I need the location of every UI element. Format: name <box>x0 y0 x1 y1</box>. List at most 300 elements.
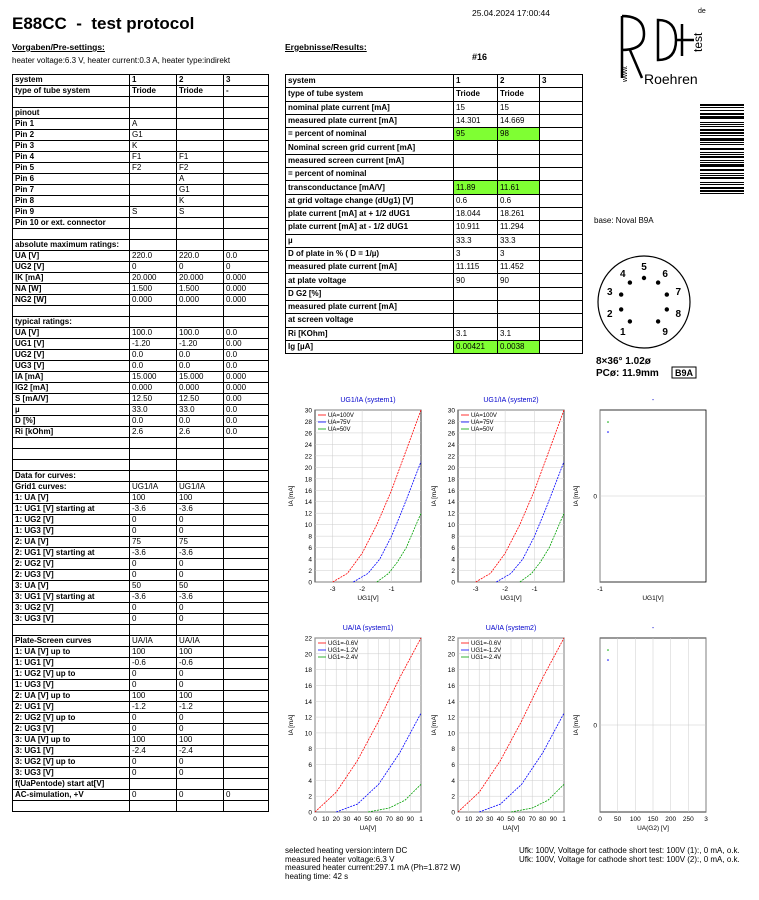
settings-value <box>224 185 269 196</box>
settings-row <box>13 746 269 757</box>
x-tick-label: 40 <box>496 816 505 823</box>
settings-value <box>130 108 177 119</box>
results-label: type of tube system <box>286 88 454 101</box>
results-value <box>540 287 583 300</box>
results-value: 0.6 <box>454 194 498 207</box>
results-label: Ig [µA] <box>286 340 454 353</box>
results-value <box>498 154 540 167</box>
settings-value: 0 <box>177 526 224 537</box>
settings-value <box>130 460 177 471</box>
x-tick-label: 3 <box>704 816 708 823</box>
results-row <box>286 154 583 167</box>
results-value: 11.115 <box>454 261 498 274</box>
barcode-bar <box>700 164 744 167</box>
barcode-bar <box>700 113 744 115</box>
settings-row <box>13 207 269 218</box>
x-tick-label: 60 <box>517 816 526 823</box>
results-row <box>286 340 583 353</box>
results-label: measured plate current [mA] <box>286 114 454 127</box>
series-line <box>476 410 564 582</box>
settings-label: S [mA/V] <box>13 394 130 405</box>
settings-value: 1 <box>130 75 177 86</box>
settings-value: -3.6 <box>130 592 177 603</box>
settings-value <box>224 537 269 548</box>
settings-value: -1.2 <box>130 702 177 713</box>
series-line <box>368 784 421 812</box>
y-tick-label: 30 <box>304 407 312 415</box>
settings-value: 100 <box>177 691 224 702</box>
settings-value: 0.000 <box>177 295 224 306</box>
results-row <box>286 207 583 220</box>
settings-value: 12.50 <box>130 394 177 405</box>
pin-number: 4 <box>620 268 626 280</box>
settings-value <box>177 471 224 482</box>
settings-value <box>224 229 269 240</box>
settings-value <box>224 570 269 581</box>
pin-number: 3 <box>606 286 613 298</box>
results-value: 98 <box>498 128 540 141</box>
series-line <box>496 462 564 582</box>
settings-label: D [%] <box>13 416 130 427</box>
results-row <box>286 75 583 88</box>
x-tick-label: 1 <box>562 816 566 823</box>
heating-info <box>285 847 460 881</box>
results-value <box>498 287 540 300</box>
barcode-bar <box>700 126 744 127</box>
results-row <box>286 261 583 274</box>
y-tick-label: 26 <box>304 430 312 438</box>
pin-dot <box>628 319 632 323</box>
settings-value <box>177 141 224 152</box>
settings-row <box>13 460 269 471</box>
settings-label: 1: UA [V] <box>13 493 130 504</box>
y-tick-label: 6 <box>308 762 312 770</box>
settings-row <box>13 537 269 548</box>
pin-number: 6 <box>662 268 668 280</box>
settings-value <box>177 625 224 636</box>
barcode-bar <box>700 154 744 155</box>
chart-ug1-ia-system1 <box>285 392 425 612</box>
y-tick-label: 18 <box>304 667 312 675</box>
x-tick-label: 50 <box>614 816 622 823</box>
settings-label: IA [mA] <box>13 372 130 383</box>
settings-value <box>130 801 177 812</box>
settings-value <box>224 218 269 229</box>
y-tick-label: 4 <box>308 777 312 785</box>
chart-title: - <box>651 397 655 404</box>
settings-row <box>13 130 269 141</box>
barcode-bar <box>700 175 744 176</box>
settings-value: 1.500 <box>177 284 224 295</box>
page-title: E88CC - test protocol <box>12 14 195 33</box>
barcode-bar <box>700 190 744 192</box>
chart-ua-ia-system1 <box>285 620 425 842</box>
settings-label: Pin 8 <box>13 196 130 207</box>
marker-dot <box>607 649 609 651</box>
settings-row <box>13 427 269 438</box>
settings-value: 0 <box>177 559 224 570</box>
settings-value: 0 <box>177 614 224 625</box>
settings-value <box>224 581 269 592</box>
settings-value: 20.000 <box>130 273 177 284</box>
results-label: = percent of nominal <box>286 128 454 141</box>
x-tick-label: 250 <box>682 816 694 823</box>
settings-value <box>224 493 269 504</box>
settings-value: 0 <box>130 614 177 625</box>
settings-label: 3: UG2 [V] <box>13 603 130 614</box>
results-label: plate current [mA] at - 1/2 dUG1 <box>286 221 454 234</box>
settings-value: 0.000 <box>177 383 224 394</box>
barcode-bar <box>700 107 744 108</box>
settings-label: UG1 [V] <box>13 339 130 350</box>
settings-label: Ri [kOhm] <box>13 427 130 438</box>
settings-label: Pin 4 <box>13 152 130 163</box>
settings-value: 0.000 <box>130 383 177 394</box>
settings-row <box>13 482 269 493</box>
settings-value <box>224 625 269 636</box>
logo-text: Roehren <box>644 71 698 87</box>
results-value: 3 <box>540 75 583 88</box>
results-value <box>540 221 583 234</box>
settings-value: F2 <box>130 163 177 174</box>
settings-row <box>13 449 269 460</box>
settings-row <box>13 548 269 559</box>
settings-value <box>130 196 177 207</box>
results-row <box>286 101 583 114</box>
settings-value <box>224 636 269 647</box>
results-value <box>454 287 498 300</box>
settings-value: 15.000 <box>130 372 177 383</box>
pin-dot <box>665 307 669 311</box>
pin-number: 9 <box>662 327 668 339</box>
y-tick-label: 22 <box>304 635 312 643</box>
barcode-bar <box>700 124 744 125</box>
settings-value: 0.0 <box>177 350 224 361</box>
settings-value: Triode <box>130 86 177 97</box>
settings-label: 3: UA [V] <box>13 581 130 592</box>
settings-value: -3.6 <box>130 504 177 515</box>
settings-row <box>13 603 269 614</box>
settings-value: 0 <box>130 713 177 724</box>
x-axis-label: UG1[V] <box>500 595 522 602</box>
socket-pc: PCø: 11.9mm <box>596 368 659 379</box>
x-tick-label: 30 <box>486 816 494 823</box>
results-value: 1 <box>454 75 498 88</box>
settings-row <box>13 493 269 504</box>
settings-value <box>224 119 269 130</box>
settings-value: 75 <box>130 537 177 548</box>
settings-value <box>177 449 224 460</box>
y-tick-label: 10 <box>447 522 455 530</box>
socket-spec: 8×36° 1.02ø <box>596 356 651 367</box>
results-value: 90 <box>498 274 540 287</box>
y-tick-label: 4 <box>308 556 312 564</box>
settings-value <box>224 603 269 614</box>
settings-row <box>13 438 269 449</box>
settings-value: 33.0 <box>130 405 177 416</box>
x-tick-label: -1 <box>597 586 603 593</box>
settings-value: 0.000 <box>224 273 269 284</box>
x-tick-label: 10 <box>321 816 330 823</box>
settings-value <box>130 625 177 636</box>
settings-value: 0 <box>130 757 177 768</box>
settings-label: Pin 6 <box>13 174 130 185</box>
settings-label: 2: UG3 [V] <box>13 570 130 581</box>
settings-value <box>224 108 269 119</box>
settings-value: 0 <box>130 603 177 614</box>
results-row <box>286 274 583 287</box>
settings-value: 0.000 <box>224 295 269 306</box>
results-label: at screen voltage <box>286 314 454 327</box>
settings-value <box>130 174 177 185</box>
settings-label <box>13 438 130 449</box>
barcode-bar <box>700 160 744 161</box>
settings-value: 0.00 <box>224 394 269 405</box>
settings-label: 1: UG3 [V] <box>13 680 130 691</box>
settings-label: UG2 [V] <box>13 350 130 361</box>
settings-value <box>224 240 269 251</box>
settings-value <box>224 801 269 812</box>
pin-number: 7 <box>675 286 682 298</box>
presettings-text: heater voltage:6.3 V, heater current:0.3 A, heater type:indirekt <box>12 56 231 65</box>
settings-value <box>224 482 269 493</box>
y-tick-label: 18 <box>304 476 312 484</box>
barcode-bar <box>700 138 744 141</box>
settings-value: 0 <box>130 790 177 801</box>
settings-value <box>130 779 177 790</box>
settings-value: 0.000 <box>224 372 269 383</box>
settings-value: 0 <box>177 570 224 581</box>
settings-row <box>13 174 269 185</box>
settings-value: - <box>224 86 269 97</box>
results-value: 0.0038 <box>498 340 540 353</box>
settings-label: 2: UG3 [V] <box>13 724 130 735</box>
settings-label: type of tube system <box>13 86 130 97</box>
settings-value: 0.0 <box>224 361 269 372</box>
results-value: 3.1 <box>498 327 540 340</box>
barcode-bar <box>700 184 744 185</box>
settings-label: 3: UG1 [V] starting at <box>13 592 130 603</box>
legend-label: UG1=-2.4V <box>471 655 502 661</box>
legend-label: UA=75V <box>471 420 494 426</box>
settings-label: f(UaPentode) start at[V] <box>13 779 130 790</box>
y-tick-label: 28 <box>447 418 455 426</box>
settings-row <box>13 284 269 295</box>
settings-value: 12.50 <box>177 394 224 405</box>
y-tick-label: 2 <box>308 793 312 801</box>
settings-value: 220.0 <box>130 251 177 262</box>
results-value: 18.261 <box>498 207 540 220</box>
barcode-bar <box>700 152 744 153</box>
settings-row <box>13 515 269 526</box>
settings-label: µ <box>13 405 130 416</box>
settings-value <box>224 97 269 108</box>
settings-value: 0.0 <box>224 416 269 427</box>
results-row <box>286 114 583 127</box>
settings-value: 2 <box>177 75 224 86</box>
barcode-bar <box>700 148 744 150</box>
settings-row <box>13 196 269 207</box>
settings-label: Pin 2 <box>13 130 130 141</box>
settings-row <box>13 581 269 592</box>
settings-value <box>224 768 269 779</box>
settings-value <box>224 691 269 702</box>
y-tick-label: 8 <box>451 746 455 754</box>
results-value <box>498 141 540 154</box>
settings-label: 3: UA [V] up to <box>13 735 130 746</box>
settings-row <box>13 306 269 317</box>
y-tick-label: 26 <box>447 430 455 438</box>
y-tick-label: 6 <box>451 762 455 770</box>
y-tick-label: 2 <box>451 793 455 801</box>
settings-value: 0.0 <box>224 350 269 361</box>
settings-value: 15.000 <box>177 372 224 383</box>
settings-value <box>177 130 224 141</box>
legend-label: UG1=-1.2V <box>471 648 502 654</box>
results-value: 11.294 <box>498 221 540 234</box>
x-tick-label: 1 <box>419 816 423 823</box>
settings-value: G1 <box>130 130 177 141</box>
settings-label: Pin 5 <box>13 163 130 174</box>
results-value: 95 <box>454 128 498 141</box>
y-axis-label: IA [mA] <box>573 714 580 736</box>
results-label: plate current [mA] at + 1/2 dUG1 <box>286 207 454 220</box>
settings-row <box>13 372 269 383</box>
settings-row <box>13 471 269 482</box>
results-label: system <box>286 75 454 88</box>
x-axis-label: UA[V] <box>359 825 377 832</box>
settings-value: G1 <box>177 185 224 196</box>
roehren-logo <box>614 4 714 88</box>
results-value <box>540 168 583 181</box>
x-tick-label: 20 <box>475 816 483 823</box>
settings-label: UA [V] <box>13 328 130 339</box>
results-label: transconductance [mA/V] <box>286 181 454 194</box>
results-value: 0.6 <box>498 194 540 207</box>
x-tick-label: 80 <box>396 816 404 823</box>
pin-dot <box>656 280 660 284</box>
legend-label: UG1=-2.4V <box>328 655 359 661</box>
settings-label <box>13 97 130 108</box>
results-value <box>498 168 540 181</box>
settings-row <box>13 240 269 251</box>
settings-value: F2 <box>177 163 224 174</box>
barcode-bar <box>700 182 744 183</box>
settings-value: 0 <box>177 603 224 614</box>
settings-label: NA [W] <box>13 284 130 295</box>
settings-value <box>224 515 269 526</box>
settings-value: -3.6 <box>177 592 224 603</box>
settings-value: -1.2 <box>177 702 224 713</box>
settings-value <box>224 658 269 669</box>
results-row <box>286 301 583 314</box>
chart-title: - <box>651 625 655 632</box>
settings-value <box>224 757 269 768</box>
settings-value <box>224 746 269 757</box>
settings-label: 2: UG1 [V] <box>13 702 130 713</box>
y-tick-label: 4 <box>451 556 455 564</box>
results-value <box>540 101 583 114</box>
settings-value: 0.000 <box>224 383 269 394</box>
settings-value: 0.00 <box>224 339 269 350</box>
logo-test: test <box>691 32 705 52</box>
results-value: 10.911 <box>454 221 498 234</box>
y-tick-label: 0 <box>308 809 312 817</box>
settings-value <box>177 97 224 108</box>
y-tick-label: 16 <box>304 487 312 495</box>
results-value <box>454 141 498 154</box>
barcode-bar <box>700 193 744 194</box>
settings-label: AC-simulation, +V <box>13 790 130 801</box>
settings-value <box>224 207 269 218</box>
results-value: 15 <box>454 101 498 114</box>
settings-value: 0.0 <box>224 405 269 416</box>
settings-value: 0.000 <box>224 284 269 295</box>
barcode-bar <box>700 177 744 179</box>
settings-row <box>13 273 269 284</box>
results-value: 14.669 <box>498 114 540 127</box>
results-label: measured plate current [mA] <box>286 261 454 274</box>
settings-label: Grid1 curves: <box>13 482 130 493</box>
settings-value <box>130 438 177 449</box>
y-tick-label: 14 <box>304 499 312 507</box>
barcode <box>700 104 744 196</box>
results-value: 14.301 <box>454 114 498 127</box>
settings-value: 100 <box>177 493 224 504</box>
series-line <box>511 784 564 812</box>
barcode-bar <box>700 173 744 174</box>
settings-row <box>13 75 269 86</box>
legend-label: UA=50V <box>328 427 351 433</box>
settings-label: 2: UG1 [V] starting at <box>13 548 130 559</box>
settings-value: -1.20 <box>130 339 177 350</box>
settings-value: UG1/IA <box>177 482 224 493</box>
settings-value: 0 <box>177 790 224 801</box>
settings-value: F1 <box>130 152 177 163</box>
settings-value: 2.6 <box>177 427 224 438</box>
x-tick-label: 90 <box>406 816 415 823</box>
y-tick-label: 16 <box>447 487 455 495</box>
settings-label: absolute maximum ratings: <box>13 240 130 251</box>
settings-value: 0.000 <box>130 295 177 306</box>
settings-value <box>177 240 224 251</box>
settings-row <box>13 592 269 603</box>
settings-label: UG3 [V] <box>13 361 130 372</box>
settings-value <box>224 317 269 328</box>
settings-value: 75 <box>177 537 224 548</box>
settings-value: S <box>130 207 177 218</box>
results-value <box>540 301 583 314</box>
settings-label: Pin 1 <box>13 119 130 130</box>
y-tick-label: 18 <box>447 667 455 675</box>
y-axis-label: IA [mA] <box>288 485 295 507</box>
settings-value <box>177 108 224 119</box>
settings-label: 2: UG2 [V] up to <box>13 713 130 724</box>
settings-label: 3: UG3 [V] <box>13 614 130 625</box>
x-tick-label: -1 <box>388 586 395 593</box>
pin-dot <box>642 276 646 280</box>
results-row <box>286 88 583 101</box>
x-tick-label: -2 <box>359 586 366 593</box>
results-label: Ri [KOhm] <box>286 327 454 340</box>
settings-row <box>13 295 269 306</box>
settings-label: typical ratings: <box>13 317 130 328</box>
settings-label: NG2 [W] <box>13 295 130 306</box>
settings-value <box>224 669 269 680</box>
chart-title: UG1/IA (system2) <box>483 397 539 404</box>
settings-row <box>13 757 269 768</box>
settings-value <box>130 97 177 108</box>
